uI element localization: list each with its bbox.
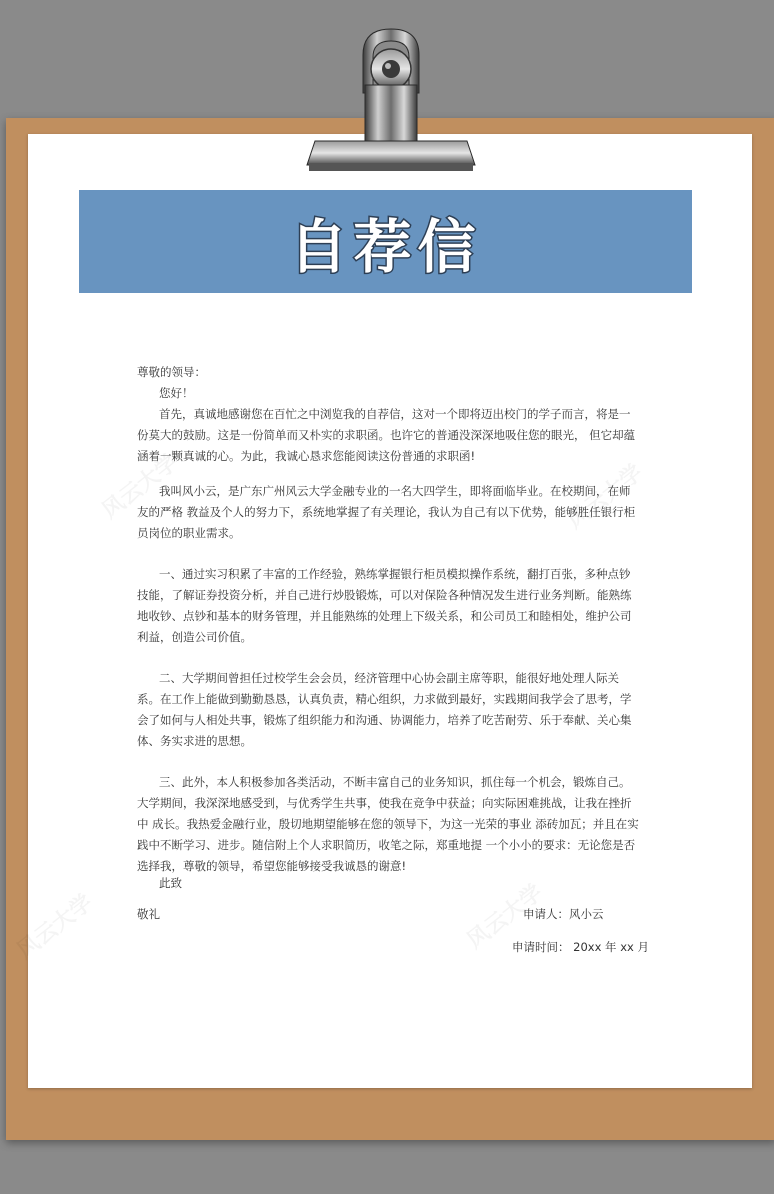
letter-greeting: 您好！ xyxy=(159,386,194,400)
binder-clip-icon xyxy=(305,25,477,175)
letter-paragraph-5: 三、此外，本人积极参加各类活动，不断丰富自己的业务知识，抓住每一个机会，锻炼自己。大学期间，我深深地感受到，与优秀学生共事，使我在竞争中获益；向实际困难挑战，让我在挫折中 成长。我热爱金融行业，殷切地期望能够在您的领导下，为这一光荣的事业 添砖加瓦；并且在实践中不断学习、进步。随信附上个人求职简历，收笔之际，郑重地提 一个小小的要求：无论您是否选择我，尊敬的领导，希望您能够接受我诚恳的谢意! xyxy=(137,775,639,873)
letter-paragraph-1: 首先，真诚地感谢您在百忙之中浏览我的自荐信，这对一个即将迈出校门的学子而言，将是一份莫大的鼓励。这是一份简单而又朴实的求职函。也许它的普通没深深地吸住您的眼光， 但它却蕴涵着一颗真诚的心。为此，我诚心恳求您能阅读这份普通的求职函! xyxy=(137,407,636,463)
letter-paragraph-4: 二、大学期间曾担任过校学生会会员，经济管理中心协会副主席等职，能很好地处理人际关系。在工作上能做到勤勤恳恳，认真负责，精心组织，力求做到最好，实践期间我学会了思考，学会了如何与人相处共事，锻炼了组织能力和沟通、协调能力，培养了吃苦耐劳、乐于奉献、关心集体、务实求进的思想。 xyxy=(137,671,632,748)
letter-paragraph-3: 一、通过实习积累了丰富的工作经验，熟练掌握银行柜员模拟操作系统，翻打百张，多种点钞技能，了解证券投资分析，并自己进行炒股锻炼，可以对保险各种情况发生进行业务判断。能熟练地收钞、点钞和基本的财务管理，并且能熟练的处理上下级关系，和公司员工和睦相处，维护公司利益，创造公司价值。 xyxy=(137,567,632,644)
letter-date: 申请时间： 20xx 年 xx 月 xyxy=(512,940,649,954)
letter-salutation: 尊敬的领导： xyxy=(137,365,206,379)
letter-regards: 敬礼 xyxy=(137,907,160,921)
letter-body xyxy=(137,362,639,877)
letter-closing: 此致 xyxy=(159,876,182,890)
letter-applicant: 申请人：风小云 xyxy=(523,907,604,921)
title-banner xyxy=(79,190,692,293)
letter-paragraph-2: 我叫风小云，是广东广州风云大学金融专业的一名大四学生，即将面临毕业。在校期间，在师友的严格 教益及个人的努力下，系统地掌握了有关理论，我认为自己有以下优势，能够胜任银行柜员岗位的职业需求。 xyxy=(137,484,636,540)
page-title: 自荐信 xyxy=(289,212,482,281)
